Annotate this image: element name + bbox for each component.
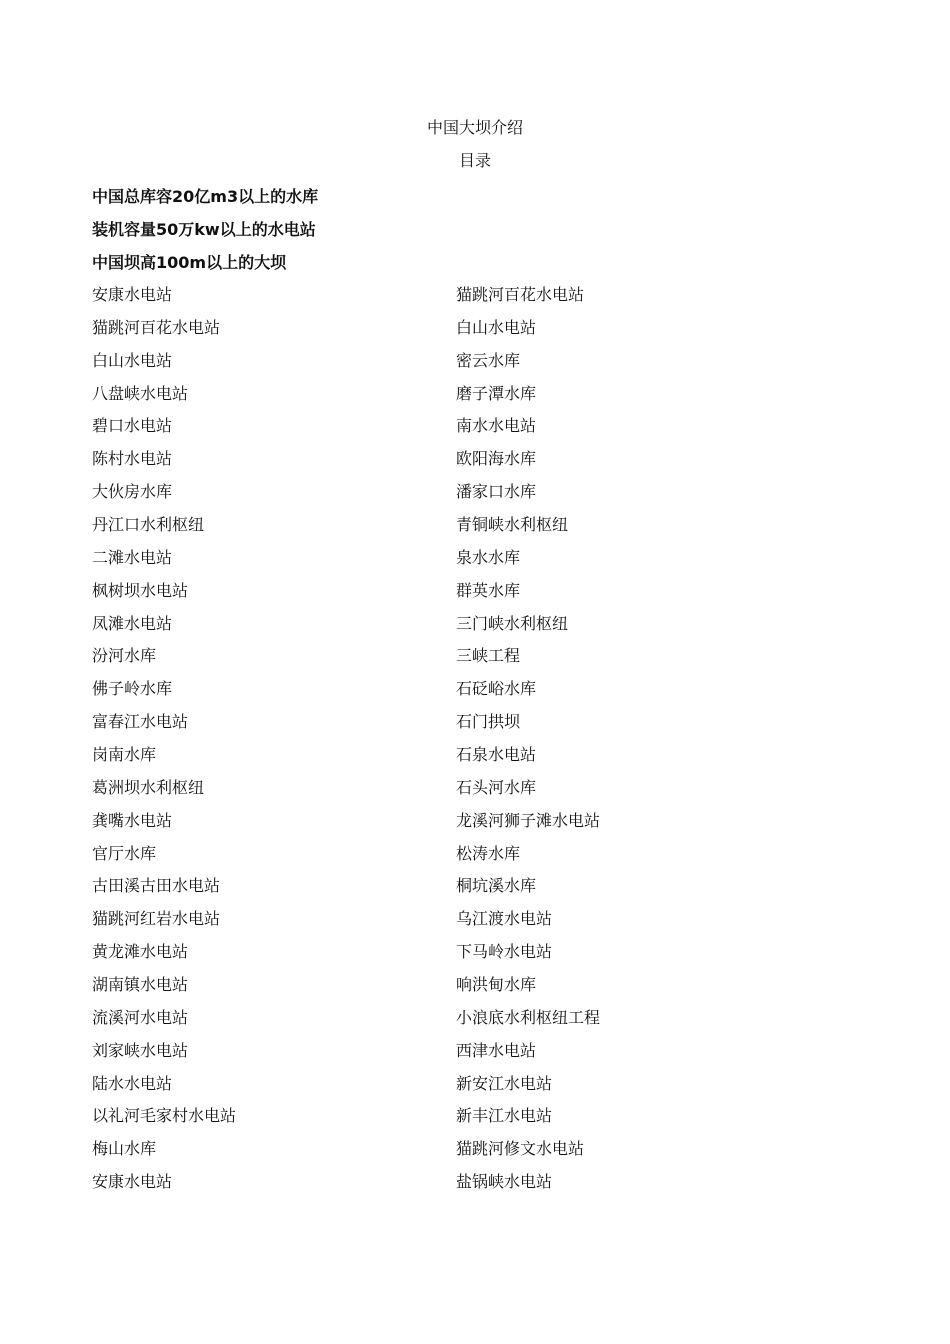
toc-right-column — [456, 283, 600, 1203]
toc-list-item[interactable]: 岗南水库 — [92, 745, 157, 765]
toc-list-item[interactable]: 青铜峡水利枢纽 — [456, 515, 569, 535]
toc-list-item[interactable]: 龙溪河狮子滩水电站 — [456, 810, 601, 830]
toc-list-item[interactable]: 以礼河毛家村水电站 — [92, 1106, 237, 1126]
toc-list-item[interactable]: 三门峡水利枢纽 — [456, 613, 569, 633]
toc-list-item[interactable]: 松涛水库 — [456, 843, 521, 863]
toc-heading-dams[interactable]: 中国坝高100m以上的大坝 — [92, 253, 287, 272]
toc-list-item[interactable]: 小浪底水利枢纽工程 — [456, 1007, 601, 1027]
toc-list-item[interactable]: 黄龙滩水电站 — [92, 942, 189, 962]
toc-list-item[interactable]: 陈村水电站 — [92, 449, 173, 469]
toc-list-item[interactable]: 白山水电站 — [92, 350, 173, 370]
toc-list-item[interactable]: 陆水水电站 — [92, 1073, 173, 1093]
toc-list-item[interactable]: 盐锅峡水电站 — [456, 1172, 553, 1192]
toc-list-item[interactable]: 南水水电站 — [456, 416, 537, 436]
toc-list-item[interactable]: 新安江水电站 — [456, 1073, 553, 1093]
toc-list-item[interactable]: 官厅水库 — [92, 843, 157, 863]
toc-list-item[interactable]: 富春江水电站 — [92, 712, 189, 732]
toc-left-column — [92, 283, 236, 1203]
toc-list-item[interactable]: 乌江渡水电站 — [456, 909, 553, 929]
toc-list-item[interactable]: 安康水电站 — [92, 1172, 173, 1192]
toc-list-item[interactable]: 二滩水电站 — [92, 547, 173, 567]
toc-list-item[interactable]: 潘家口水库 — [456, 482, 537, 502]
toc-list-item[interactable]: 三峡工程 — [456, 646, 521, 666]
toc-list-item[interactable]: 下马岭水电站 — [456, 942, 553, 962]
toc-list-item[interactable]: 丹江口水利枢纽 — [92, 515, 205, 535]
toc-list-item[interactable]: 碧口水电站 — [92, 416, 173, 436]
toc-list-item[interactable]: 大伙房水库 — [92, 482, 173, 502]
toc-list-item[interactable]: 石门拱坝 — [456, 712, 521, 732]
toc-list-item[interactable]: 猫跳河红岩水电站 — [92, 909, 221, 929]
table-of-contents-title: 目录 — [458, 151, 491, 170]
toc-heading-reservoirs[interactable]: 中国总库容20亿m3以上的水库 — [92, 187, 319, 206]
toc-list-item[interactable]: 石砭峪水库 — [456, 679, 537, 699]
toc-list-item[interactable]: 流溪河水电站 — [92, 1007, 189, 1027]
toc-heading-hydropower-stations[interactable]: 装机容量50万kw以上的水电站 — [92, 220, 316, 239]
toc-list-item[interactable]: 白山水电站 — [456, 317, 537, 337]
toc-list-item[interactable]: 八盘峡水电站 — [92, 383, 189, 403]
toc-list-item[interactable]: 猫跳河修文水电站 — [456, 1139, 585, 1159]
toc-list-item[interactable]: 古田溪古田水电站 — [92, 876, 221, 896]
toc-list-item[interactable]: 密云水库 — [456, 350, 521, 370]
toc-list-item[interactable]: 泉水水库 — [456, 547, 521, 567]
toc-list-item[interactable]: 西津水电站 — [456, 1040, 537, 1060]
toc-list-item[interactable]: 欧阳海水库 — [456, 449, 537, 469]
toc-list-item[interactable]: 石泉水电站 — [456, 745, 537, 765]
toc-list-item[interactable]: 佛子岭水库 — [92, 679, 173, 699]
toc-list-item[interactable]: 响洪甸水库 — [456, 975, 537, 995]
document-title: 中国大坝介绍 — [426, 118, 523, 137]
toc-list-item[interactable]: 梅山水库 — [92, 1139, 157, 1159]
toc-list-item[interactable]: 刘家峡水电站 — [92, 1040, 189, 1060]
toc-list-item[interactable]: 群英水库 — [456, 580, 521, 600]
toc-list-item[interactable]: 新丰江水电站 — [456, 1106, 553, 1126]
toc-list-item[interactable]: 安康水电站 — [92, 285, 173, 304]
toc-list-item[interactable]: 枫树坝水电站 — [92, 580, 189, 600]
toc-list-item[interactable]: 石头河水库 — [456, 777, 537, 797]
toc-list-item[interactable]: 猫跳河百花水电站 — [92, 317, 221, 337]
toc-list-item[interactable]: 磨子潭水库 — [456, 383, 537, 403]
toc-list-item[interactable]: 猫跳河百花水电站 — [456, 285, 585, 304]
toc-list-item[interactable]: 湖南镇水电站 — [92, 975, 189, 995]
toc-list-item[interactable]: 汾河水库 — [92, 646, 157, 666]
toc-list-item[interactable]: 葛洲坝水利枢纽 — [92, 777, 205, 797]
toc-list-item[interactable]: 桐坑溪水库 — [456, 876, 537, 896]
toc-list-item[interactable]: 凤滩水电站 — [92, 613, 173, 633]
toc-list-item[interactable]: 龚嘴水电站 — [92, 810, 173, 830]
